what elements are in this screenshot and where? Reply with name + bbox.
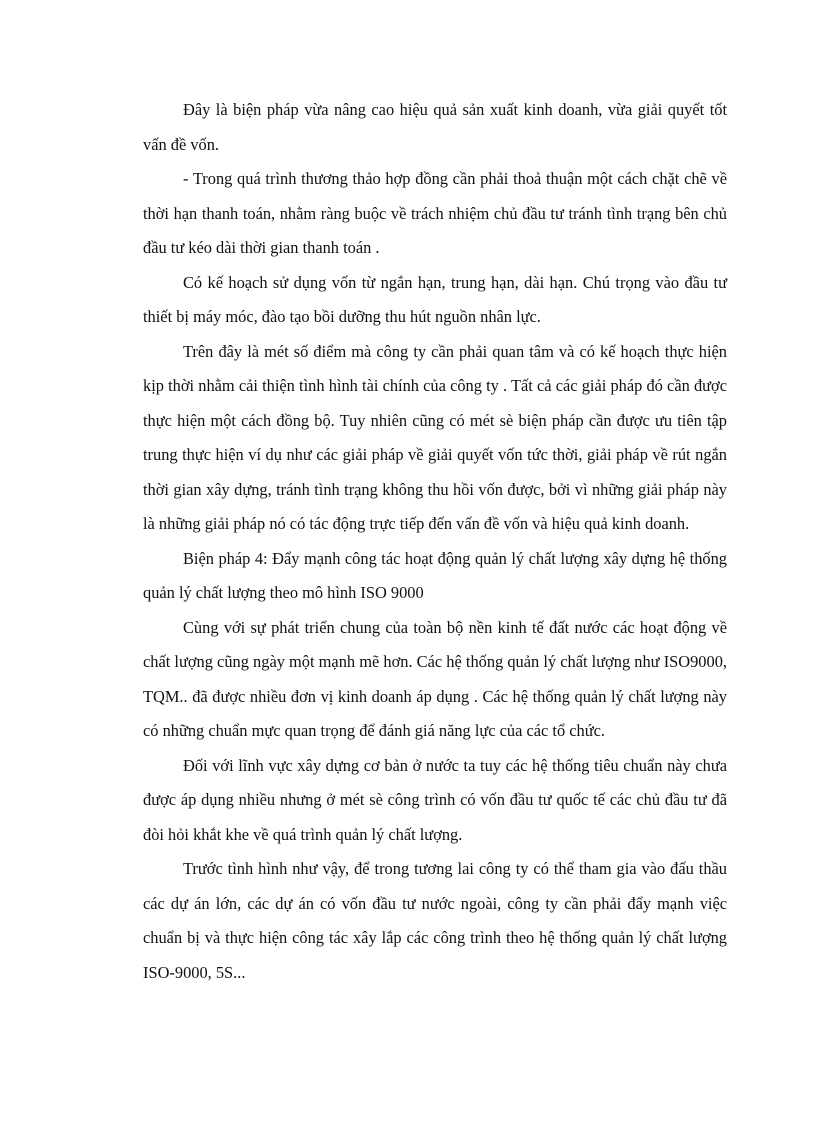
paragraph-measure-4-heading: Biện pháp 4: Đẩy mạnh công tác hoạt động quản lý chất lượng xây dựng hệ thống quản lý chất lượng theo mô hình ISO 9000 — [143, 548, 727, 602]
paragraph-contract-negotiation: - Trong quá trình thương thảo hợp đồng cần phải thoả thuận một cách chặt chẽ về thời hạn thanh toán, nhằm ràng buộc về trách nhiệm chủ đầu tư tránh tình trạng bên chủ đầu tư kéo dài thời gian thanh toán . — [143, 169, 727, 257]
paragraph-summary: Trên đây là mét số điểm mà công ty cần phải quan tâm và có kế hoạch thực hiện kịp thời nhằm cải thiện tình hình tài chính của công ty . Tất cả các giải pháp đó cần được thực hiện một cách đồng bộ. Tuy nhiên cũng có mét sè biện pháp cần được ưu tiên tập trung thực hiện ví dụ như các giải pháp về giải quyết vốn tức thời, giải pháp về rút ngắn thời gian xây dựng, tránh tình trạng không thu hồi vốn được, bởi vì những giải pháp này là những giải pháp nó có tác động trực tiếp đến vấn đề vốn và hiệu quả kinh doanh. — [143, 341, 727, 533]
paragraph-quality-development: Cùng với sự phát triển chung của toàn bộ nền kinh tế đất nước các hoạt động về chất lượng cũng ngày một mạnh mẽ hơn. Các hệ thống quản lý chất lượng như ISO9000, TQM.. đã được nhiều đơn vị kinh doanh áp dụng . Các hệ thống quản lý chất lượng này có những chuẩn mực quan trọng để đánh giá năng lực của các tổ chức. — [143, 617, 727, 740]
paragraph-capital-plan: Có kế hoạch sử dụng vốn từ ngắn hạn, trung hạn, dài hạn. Chú trọng vào đầu tư thiết bị máy móc, đào tạo bồi dưỡng thu hút nguồn nhân lực. — [143, 272, 727, 326]
document-page — [143, 93, 727, 990]
paragraph-future-bidding: Trước tình hình như vậy, để trong tương lai công ty có thể tham gia vào đấu thầu các dự án lớn, các dự án có vốn đầu tư nước ngoài, công ty cần phải đẩy mạnh việc chuẩn bị và thực hiện công tác xây lắp các công trình theo hệ thống quản lý chất lượng ISO-9000, 5S... — [143, 859, 727, 982]
paragraph-construction-field: Đối với lĩnh vực xây dựng cơ bản ở nước ta tuy các hệ thống tiêu chuẩn này chưa được áp dụng nhiều nhưng ở mét sè công trình có vốn đầu tư quốc tế các chủ đầu tư đã đòi hỏi khắt khe về quá trình quản lý chất lượng. — [143, 755, 727, 844]
paragraph-capital-solution: Đây là biện pháp vừa nâng cao hiệu quả sản xuất kinh doanh, vừa giải quyết tốt vấn đề vốn. — [143, 100, 727, 154]
